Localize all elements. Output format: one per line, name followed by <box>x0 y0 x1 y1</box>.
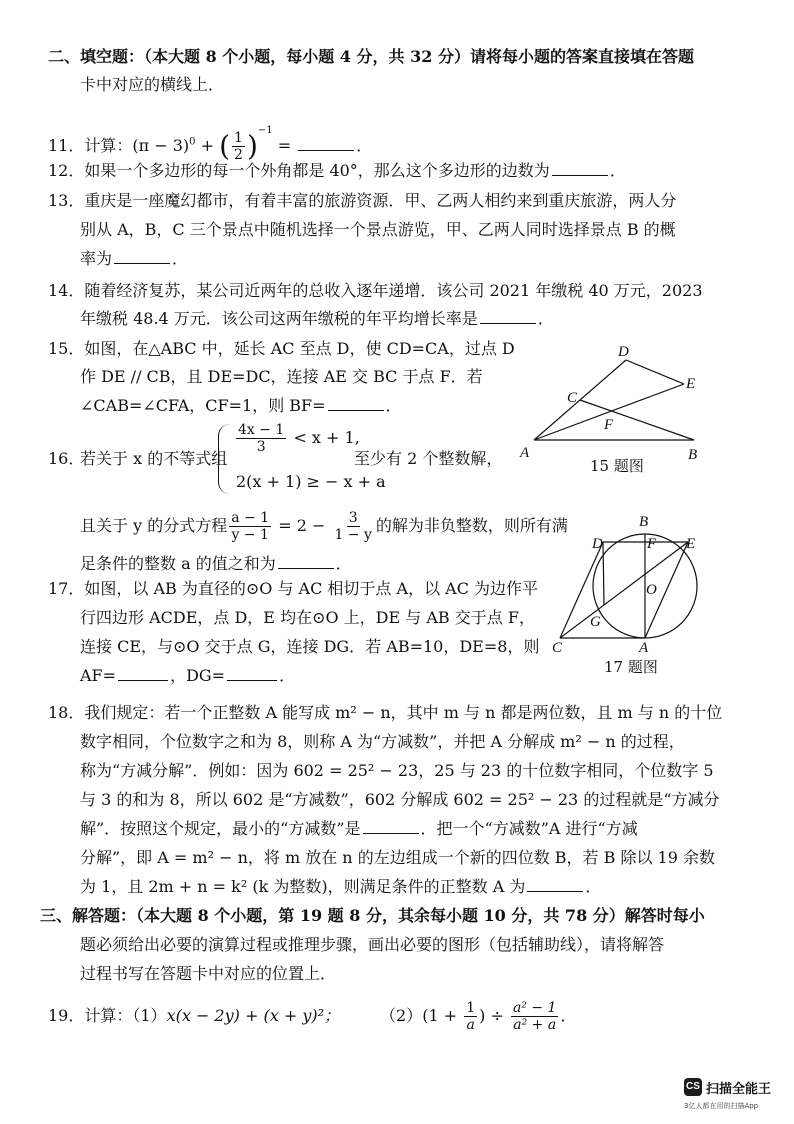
q16-ineq2: 2(x + 1) ≥ − x + a <box>236 472 386 491</box>
q11-fraction <box>232 130 245 163</box>
q15-line3-wrap: ∠CAB=∠CFA，CF=1，则 BF= ． <box>80 396 402 415</box>
q11-frac-num: 1 <box>234 130 243 146</box>
q18-line5 <box>80 818 638 840</box>
figure-17 <box>548 510 708 680</box>
q18-line1: 18．我们规定：若一个正整数 A 能写成 m² − n，其中 m 与 n 都是两位数，且 m 与 n 的十位 <box>48 703 723 722</box>
q19-p2-end: ． <box>560 1006 577 1025</box>
q16-eq-mid: = 2 − <box>273 516 331 535</box>
q18-line5-b: ．把一个“方减数”A 进行“方减 <box>420 819 638 838</box>
q16-line3-wrap: 足条件的整数 a 的值之和为 ． <box>80 554 352 573</box>
q15-answer-blank[interactable] <box>328 396 384 411</box>
fig17-label-e: E <box>686 536 696 552</box>
q17-af-blank[interactable] <box>118 666 168 681</box>
q13-line2: 别从 A，B，C 三个景点中随机选择一个景点游览，甲、乙两人同时选择景点 B 的概 <box>80 220 676 239</box>
question-12: 12．如果一个多边形的每一个外角都是 40°，那么这个多边形的边数为 ． <box>48 161 626 180</box>
q19-frac1 <box>464 1000 477 1033</box>
fig15-segment-cb <box>580 400 694 440</box>
q19-part2-label: （2） <box>380 1006 423 1025</box>
q13-answer-blank[interactable] <box>114 249 170 264</box>
q19-part1: x(x − 2y) + (x + y)²； <box>166 1006 341 1025</box>
q14-line1: 14．随着经济复苏，某公司近两年的总收入逐年递增．该公司 2021 年缴税 40 万元，2023 <box>48 281 703 300</box>
q19-frac1-den: a <box>466 1017 475 1033</box>
fig15-caption: 15 题图 <box>590 457 644 475</box>
fig15-label-e: E <box>686 376 696 392</box>
figure-15 <box>518 343 708 478</box>
q14-line2: 年缴税 48.4 万元．该公司这两年缴税的年平均增长率是 <box>80 309 478 328</box>
q11-number: 11． <box>48 136 85 155</box>
fig17-label-f: F <box>647 536 657 552</box>
q19-number: 19． <box>48 1006 85 1025</box>
q13-line3: 率为 <box>80 249 113 268</box>
q16-suffix: 至少有 2 个整数解， <box>354 449 503 468</box>
q19-frac1-num: 1 <box>466 1000 476 1016</box>
section2-title-line2: 卡中对应的横线上． <box>80 75 225 94</box>
q15-line2: 作 DE // CB，且 DE=DC，连接 AE 交 BC 于点 F．若 <box>80 367 483 386</box>
q18-line4: 与 3 的和为 8，所以 602 是“方减数”，602 分解成 602 = 25² − 23 的过程就是“方减分 <box>80 790 720 809</box>
q16-prefix: 若关于 x 的不等式组 <box>80 449 228 468</box>
q16-line2-prefix: 且关于 y 的分式方程 <box>80 516 228 535</box>
q11-exp0: 0 <box>189 136 196 148</box>
fig17-segment-ce <box>560 542 688 638</box>
q12-answer-blank[interactable] <box>552 161 608 176</box>
fig15-label-c: C <box>567 390 578 406</box>
fig17-label-c: C <box>552 640 563 655</box>
q19-p2-a: (1 + <box>422 1006 463 1025</box>
q17-line4: AF= ，DG= ． <box>80 666 296 685</box>
q18-line6: 分解”，即 A = m² − n，将 m 放在 n 的左边组成一个新的四位数 B，若 B 除以 19 余数 <box>80 848 715 867</box>
q17-line2: 行四边形 ACDE，点 D，E 均在⊙O 上，DE 与 AB 交于点 F， <box>80 608 535 627</box>
q16-line2 <box>80 510 568 543</box>
fig17-label-g: G <box>590 614 601 630</box>
q17-line3: 连接 CE，与⊙O 交于点 G，连接 DG．若 AB=10，DE=8，则 <box>80 637 540 656</box>
q16-line2-suffix: 的解为非负整数，则所有满 <box>375 516 568 535</box>
fig17-label-b: B <box>639 514 649 530</box>
question-16 <box>48 424 518 494</box>
q16-eq-rhs-num: 3 <box>348 510 358 526</box>
q17-line1: 17．如图，以 AB 为直径的⊙O 与 AC 相切于点 A，以 AC 为边作平 <box>48 579 539 598</box>
q16-eq-lhs <box>229 510 271 543</box>
watermark-brand: 扫描全能王 <box>706 1082 772 1097</box>
q16-ineq1-rest: < x + 1, <box>293 428 360 447</box>
q11-plus: + <box>195 136 220 155</box>
q16-number: 16． <box>48 449 85 468</box>
question-19 <box>48 1000 576 1033</box>
q18-blank-min[interactable] <box>363 819 419 834</box>
q16-answer-blank[interactable] <box>278 554 334 569</box>
q16-ineq1 <box>234 422 360 455</box>
fig17-caption: 17 题图 <box>604 658 658 676</box>
q16-line3: 足条件的整数 a 的值之和为 <box>80 554 276 573</box>
q16-ineq1-frac <box>236 422 286 455</box>
q16-eq-lhs-num: a − 1 <box>231 510 270 526</box>
q18-line2: 数字相同，个位数字之和为 8，则称 A 为“方减数”，并把 A 分解成 m² − n 的过程， <box>80 732 685 751</box>
q14-answer-blank[interactable] <box>480 309 536 324</box>
q18-line5-a: 解”．按照这个规定，最小的“方减数”是 <box>80 819 361 838</box>
q16-eq-rhs-den: 1 − y <box>334 527 372 543</box>
fig15-label-b: B <box>688 447 698 463</box>
q16-ineq1-num: 4x − 1 <box>238 422 285 438</box>
q11-answer-blank[interactable] <box>298 136 354 151</box>
q18-blank-a[interactable] <box>527 877 583 892</box>
q14-line2-wrap: 年缴税 48.4 万元．该公司这两年缴税的年平均增长率是 ． <box>80 309 554 328</box>
fig17-label-a: A <box>639 640 649 655</box>
q16-eq-rhs <box>332 510 373 543</box>
fig17-segment-dg <box>603 542 604 605</box>
section2-title-line1: 二、填空题：（本大题 8 个小题，每小题 4 分，共 32 分）请将每小题的答案直接填在答题 <box>48 47 694 66</box>
q15-line3: ∠CAB=∠CFA，CF=1，则 BF= <box>80 396 326 415</box>
q11-equals: = <box>272 136 297 155</box>
fig15-label-d: D <box>618 344 629 360</box>
fig15-label-a: A <box>520 445 530 461</box>
section3-line1: 三、解答题：（本大题 8 个小题，第 19 题 8 分，其余每小题 10 分，共 78 分）解答时每小 <box>40 906 705 925</box>
q13-line3-wrap: 率为 ． <box>80 249 189 268</box>
section3-line2: 题必须给出必要的演算过程或推理步骤，画出必要的图形（包括辅助线），请将解答 <box>80 935 665 954</box>
q11-exp-neg1: −1 <box>257 125 273 136</box>
fig15-segment-de <box>626 360 684 384</box>
q17-dg-blank[interactable] <box>227 666 277 681</box>
camscanner-logo-icon: CS <box>684 1078 702 1096</box>
q17-dg-label: ，DG= <box>170 666 226 685</box>
q16-eq-lhs-den: y − 1 <box>231 527 269 543</box>
fig17-label-o: O <box>646 582 657 598</box>
question-11: 11．计算：$(\pi - 3)^0$ + ( $\frac{1}{2}$ )$^{-1}$ = ． <box>48 125 373 163</box>
q11-expr-a: (π − 3) <box>132 136 190 155</box>
q19-frac2-den: a² + a <box>513 1017 557 1033</box>
q16-ineq1-den: 3 <box>256 439 266 455</box>
q13-line1: 13．重庆是一座魔幻都市，有着丰富的旅游资源．甲、乙两人相约来到重庆旅游，两人分 <box>48 191 677 210</box>
watermark-subtitle: 3亿人都在用的扫描App <box>684 1102 759 1110</box>
section3-line3: 过程书写在答题卡中对应的位置上． <box>80 964 337 983</box>
q18-line7-wrap: 为 1，且 2m + n = k² (k 为整数)，则满足条件的正整数 A 为 ． <box>80 877 602 896</box>
q19-frac2 <box>511 1000 559 1033</box>
q15-line1: 15．如图，在△ABC 中，延长 AC 至点 D，使 CD=CA，过点 D <box>48 339 515 358</box>
q18-line7: 为 1，且 2m + n = k² (k 为整数)，则满足条件的正整数 A 为 <box>80 877 526 896</box>
q17-af-label: AF= <box>80 666 117 685</box>
q18-line3: 称为“方减分解”．例如：因为 602 = 25² − 23，25 与 23 的十位数字相同，个位数字 5 <box>80 761 714 780</box>
q11-prefix: 计算： <box>84 136 133 155</box>
q12-text: 12．如果一个多边形的每一个外角都是 40°，那么这个多边形的边数为 <box>48 161 550 180</box>
q19-frac2-num: a² − 1 <box>512 1000 557 1016</box>
q11-frac-den: 2 <box>234 147 243 163</box>
figure-17-diagram <box>548 510 708 655</box>
fig17-label-d: D <box>592 536 603 552</box>
fig15-label-f: F <box>604 417 614 433</box>
q19-prefix: 计算：（1） <box>84 1006 167 1025</box>
q19-p2-b: ) ÷ <box>479 1006 509 1025</box>
